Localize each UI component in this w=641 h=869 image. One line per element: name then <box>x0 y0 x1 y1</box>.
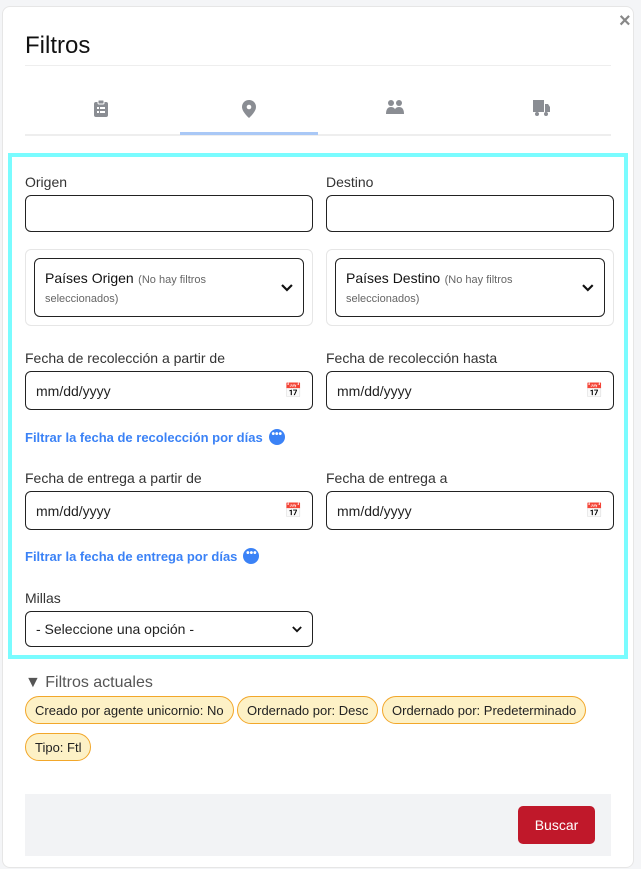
filter-recoleccion-by-days-link[interactable] <box>25 429 285 445</box>
tab-users[interactable] <box>322 100 468 134</box>
users-icon <box>386 100 404 114</box>
tab-general[interactable] <box>28 100 174 134</box>
filter-entrega-by-days-link[interactable] <box>25 548 259 564</box>
date-placeholder: mm/dd/yyyy <box>36 382 111 399</box>
date-placeholder: mm/dd/yyyy <box>337 382 412 399</box>
entrega-hasta-input[interactable] <box>326 491 614 530</box>
buscar-button[interactable]: Buscar <box>518 806 595 844</box>
link-label: Filtrar la fecha de recolección por días <box>25 429 263 445</box>
chevron-down-icon <box>582 284 594 292</box>
paises-origen-hint: (No hay filtros seleccionados) <box>45 274 207 305</box>
date-placeholder: mm/dd/yyyy <box>337 502 412 519</box>
clipboard-icon <box>94 100 108 117</box>
filter-chip: Ordernado por: Predeterminado <box>382 696 586 724</box>
more-dots-icon: ••• <box>269 429 285 445</box>
entrega-hasta-label: Fecha de entrega a <box>326 470 448 486</box>
recoleccion-hasta-input[interactable] <box>326 371 614 410</box>
millas-selected: - Seleccione una opción - <box>36 621 194 637</box>
entrega-desde-label: Fecha de entrega a partir de <box>25 470 202 486</box>
paises-destino-hint: (No hay filtros seleccionados) <box>346 274 513 305</box>
paises-origen-dropdown[interactable] <box>34 258 304 317</box>
millas-label: Millas <box>25 590 61 606</box>
entrega-desde-input[interactable] <box>25 491 313 530</box>
recoleccion-desde-label: Fecha de recolección a partir de <box>25 350 225 366</box>
paises-origen-label: Países Origen <box>45 270 134 286</box>
chevron-down-icon <box>292 626 302 633</box>
tab-transport[interactable] <box>468 100 614 134</box>
paises-destino-label: Países Destino <box>346 270 441 286</box>
origen-input[interactable] <box>25 195 313 232</box>
recoleccion-desde-input[interactable] <box>25 371 313 410</box>
tabs-baseline <box>25 134 611 136</box>
close-button[interactable]: × <box>619 10 631 32</box>
millas-select[interactable] <box>25 611 313 647</box>
truck-icon <box>533 100 550 116</box>
date-placeholder: mm/dd/yyyy <box>36 502 111 519</box>
recoleccion-hasta-label: Fecha de recolección hasta <box>326 350 498 366</box>
filter-chip: Tipo: Ftl <box>25 733 91 761</box>
paises-origen-container <box>25 249 313 326</box>
calendar-icon[interactable]: 📅 <box>585 382 603 398</box>
destino-label: Destino <box>326 174 374 190</box>
calendar-icon[interactable]: 📅 <box>284 502 302 518</box>
calendar-icon[interactable]: 📅 <box>585 502 603 518</box>
tab-location[interactable] <box>176 100 322 134</box>
current-filters-toggle[interactable]: ▼ Filtros actuales <box>25 674 153 691</box>
destino-input[interactable] <box>326 195 614 232</box>
calendar-icon[interactable]: 📅 <box>284 382 302 398</box>
chevron-down-icon <box>281 284 293 292</box>
more-dots-icon: ••• <box>243 548 259 564</box>
paises-destino-container <box>326 249 614 326</box>
paises-destino-dropdown[interactable] <box>335 258 605 317</box>
location-pin-icon <box>242 100 256 118</box>
origen-label: Origen <box>25 174 68 190</box>
active-tab-indicator <box>180 132 318 135</box>
filter-chip: Ordernado por: Desc <box>237 696 378 724</box>
divider <box>25 65 611 66</box>
modal-title: Filtros <box>25 32 91 59</box>
filter-chip: Creado por agente unicornio: No <box>25 696 234 724</box>
link-label: Filtrar la fecha de entrega por días <box>25 548 238 564</box>
